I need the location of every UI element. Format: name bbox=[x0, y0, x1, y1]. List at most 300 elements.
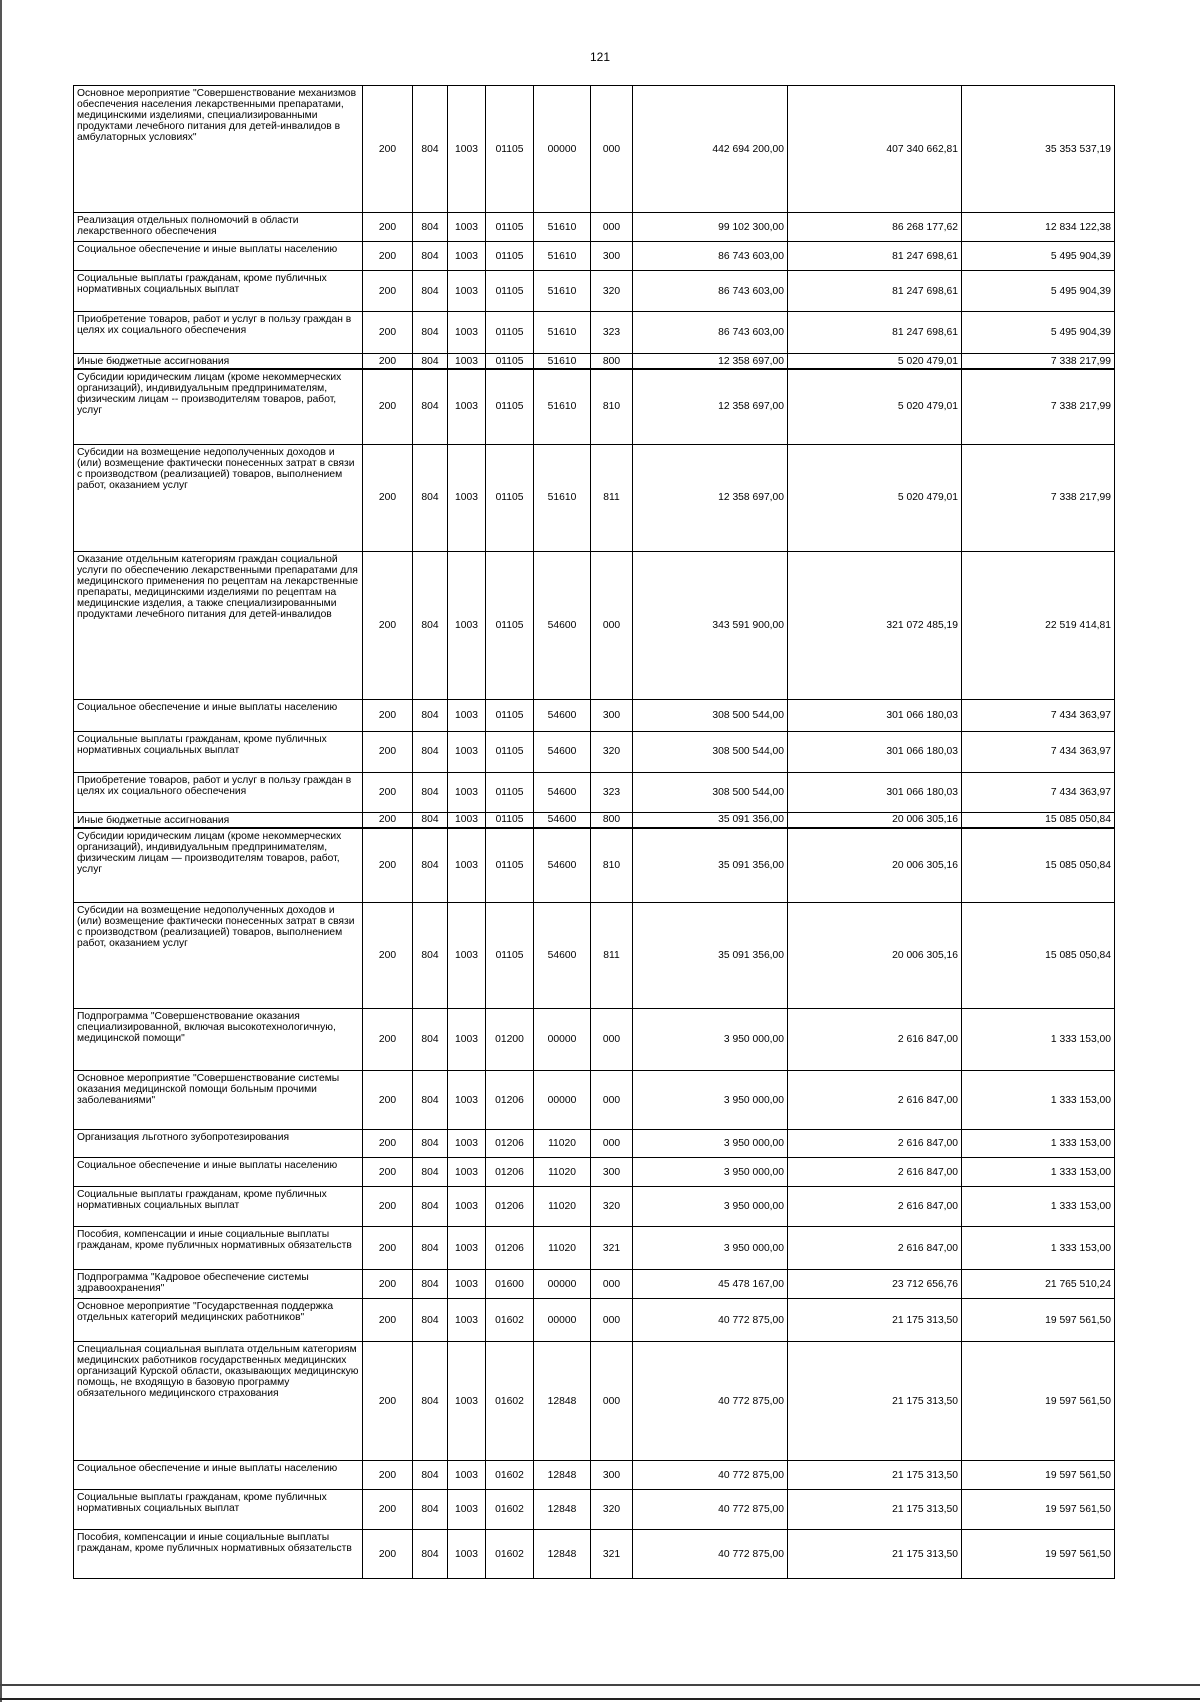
amount-cell: 35 091 356,00 bbox=[633, 812, 788, 828]
amount-cell: 12 358 697,00 bbox=[633, 369, 788, 444]
row-name-cell: Социальное обеспечение и иные выплаты населению bbox=[74, 242, 363, 271]
code-cell: 1003 bbox=[448, 1071, 486, 1130]
code-cell: 200 bbox=[363, 699, 413, 731]
code-cell: 200 bbox=[363, 271, 413, 312]
code-cell: 200 bbox=[363, 1461, 413, 1490]
code-cell: 804 bbox=[413, 1461, 448, 1490]
code-cell: 323 bbox=[591, 772, 633, 812]
amount-cell: 7 338 217,99 bbox=[962, 369, 1115, 444]
code-cell: 51610 bbox=[534, 444, 591, 551]
code-cell: 804 bbox=[413, 1009, 448, 1071]
code-cell: 804 bbox=[413, 354, 448, 370]
amount-cell: 40 772 875,00 bbox=[633, 1342, 788, 1461]
code-cell: 51610 bbox=[534, 213, 591, 242]
code-cell: 321 bbox=[591, 1227, 633, 1270]
code-cell: 200 bbox=[363, 828, 413, 903]
code-cell: 1003 bbox=[448, 1130, 486, 1158]
table-row bbox=[74, 242, 1115, 271]
code-cell: 01206 bbox=[486, 1227, 534, 1270]
code-cell: 00000 bbox=[534, 86, 591, 213]
code-cell: 1003 bbox=[448, 444, 486, 551]
code-cell: 11020 bbox=[534, 1158, 591, 1187]
row-name-cell: Социальные выплаты гражданам, кроме публичных нормативных социальных выплат bbox=[74, 271, 363, 312]
amount-cell: 1 333 153,00 bbox=[962, 1158, 1115, 1187]
code-cell: 200 bbox=[363, 213, 413, 242]
code-cell: 54600 bbox=[534, 731, 591, 772]
code-cell: 200 bbox=[363, 1187, 413, 1227]
code-cell: 1003 bbox=[448, 213, 486, 242]
code-cell: 200 bbox=[363, 86, 413, 213]
code-cell: 200 bbox=[363, 551, 413, 699]
amount-cell: 20 006 305,16 bbox=[788, 903, 962, 1009]
code-cell: 200 bbox=[363, 1270, 413, 1299]
code-cell: 11020 bbox=[534, 1187, 591, 1227]
code-cell: 200 bbox=[363, 1227, 413, 1270]
amount-cell: 2 616 847,00 bbox=[788, 1227, 962, 1270]
code-cell: 000 bbox=[591, 1071, 633, 1130]
amount-cell: 3 950 000,00 bbox=[633, 1227, 788, 1270]
code-cell: 200 bbox=[363, 772, 413, 812]
table-row bbox=[74, 1270, 1115, 1299]
code-cell: 1003 bbox=[448, 312, 486, 354]
table-row bbox=[74, 1490, 1115, 1530]
code-cell: 804 bbox=[413, 1490, 448, 1530]
table-row bbox=[74, 213, 1115, 242]
amount-cell: 12 358 697,00 bbox=[633, 444, 788, 551]
scan-edge bbox=[0, 0, 2, 1702]
code-cell: 01105 bbox=[486, 551, 534, 699]
code-cell: 11020 bbox=[534, 1130, 591, 1158]
code-cell: 800 bbox=[591, 354, 633, 370]
code-cell: 12848 bbox=[534, 1461, 591, 1490]
code-cell: 804 bbox=[413, 271, 448, 312]
code-cell: 804 bbox=[413, 1299, 448, 1342]
code-cell: 01600 bbox=[486, 1270, 534, 1299]
amount-cell: 301 066 180,03 bbox=[788, 699, 962, 731]
row-name-cell: Социальное обеспечение и иные выплаты населению bbox=[74, 1461, 363, 1490]
code-cell: 01105 bbox=[486, 812, 534, 828]
code-cell: 01105 bbox=[486, 242, 534, 271]
code-cell: 800 bbox=[591, 812, 633, 828]
code-cell: 200 bbox=[363, 354, 413, 370]
code-cell: 000 bbox=[591, 1299, 633, 1342]
amount-cell: 308 500 544,00 bbox=[633, 772, 788, 812]
code-cell: 54600 bbox=[534, 812, 591, 828]
code-cell: 54600 bbox=[534, 699, 591, 731]
code-cell: 01206 bbox=[486, 1071, 534, 1130]
row-name-cell: Социальное обеспечение и иные выплаты населению bbox=[74, 1158, 363, 1187]
code-cell: 1003 bbox=[448, 271, 486, 312]
code-cell: 1003 bbox=[448, 1530, 486, 1579]
code-cell: 320 bbox=[591, 1490, 633, 1530]
table-row bbox=[74, 1071, 1115, 1130]
code-cell: 804 bbox=[413, 1227, 448, 1270]
code-cell: 300 bbox=[591, 1158, 633, 1187]
table-row bbox=[74, 1299, 1115, 1342]
code-cell: 01602 bbox=[486, 1490, 534, 1530]
amount-cell: 2 616 847,00 bbox=[788, 1009, 962, 1071]
amount-cell: 15 085 050,84 bbox=[962, 903, 1115, 1009]
code-cell: 01105 bbox=[486, 828, 534, 903]
code-cell: 1003 bbox=[448, 1009, 486, 1071]
row-name-cell: Основное мероприятие "Совершенствование системы оказания медицинской помощи больным прочими заболеваниями" bbox=[74, 1071, 363, 1130]
row-name-cell: Иные бюджетные ассигнования bbox=[74, 812, 363, 828]
code-cell: 01206 bbox=[486, 1158, 534, 1187]
code-cell: 00000 bbox=[534, 1071, 591, 1130]
amount-cell: 301 066 180,03 bbox=[788, 731, 962, 772]
amount-cell: 19 597 561,50 bbox=[962, 1530, 1115, 1579]
amount-cell: 308 500 544,00 bbox=[633, 731, 788, 772]
code-cell: 01105 bbox=[486, 444, 534, 551]
code-cell: 000 bbox=[591, 1342, 633, 1461]
amount-cell: 2 616 847,00 bbox=[788, 1158, 962, 1187]
row-name-cell: Социальное обеспечение и иные выплаты населению bbox=[74, 699, 363, 731]
table-row bbox=[74, 699, 1115, 731]
code-cell: 1003 bbox=[448, 551, 486, 699]
amount-cell: 40 772 875,00 bbox=[633, 1461, 788, 1490]
code-cell: 804 bbox=[413, 903, 448, 1009]
amount-cell: 40 772 875,00 bbox=[633, 1490, 788, 1530]
amount-cell: 5 495 904,39 bbox=[962, 312, 1115, 354]
table-row bbox=[74, 828, 1115, 903]
amount-cell: 442 694 200,00 bbox=[633, 86, 788, 213]
code-cell: 200 bbox=[363, 1530, 413, 1579]
code-cell: 54600 bbox=[534, 828, 591, 903]
code-cell: 811 bbox=[591, 444, 633, 551]
amount-cell: 2 616 847,00 bbox=[788, 1130, 962, 1158]
code-cell: 804 bbox=[413, 828, 448, 903]
code-cell: 12848 bbox=[534, 1342, 591, 1461]
code-cell: 200 bbox=[363, 1071, 413, 1130]
code-cell: 200 bbox=[363, 1342, 413, 1461]
amount-cell: 5 020 479,01 bbox=[788, 444, 962, 551]
code-cell: 01105 bbox=[486, 86, 534, 213]
amount-cell: 20 006 305,16 bbox=[788, 812, 962, 828]
amount-cell: 12 358 697,00 bbox=[633, 354, 788, 370]
code-cell: 1003 bbox=[448, 242, 486, 271]
table-row bbox=[74, 1158, 1115, 1187]
table-row bbox=[74, 1530, 1115, 1579]
code-cell: 1003 bbox=[448, 731, 486, 772]
amount-cell: 21 175 313,50 bbox=[788, 1530, 962, 1579]
code-cell: 01105 bbox=[486, 354, 534, 370]
code-cell: 01602 bbox=[486, 1299, 534, 1342]
table-row bbox=[74, 1227, 1115, 1270]
amount-cell: 7 338 217,99 bbox=[962, 354, 1115, 370]
code-cell: 1003 bbox=[448, 1461, 486, 1490]
amount-cell: 3 950 000,00 bbox=[633, 1158, 788, 1187]
amount-cell: 2 616 847,00 bbox=[788, 1071, 962, 1130]
row-name-cell: Субсидии на возмещение недополученных доходов и (или) возмещение фактически понесенных затрат в связи с производством (реализацией) товаров, выполнением работ, оказанием услуг bbox=[74, 444, 363, 551]
code-cell: 810 bbox=[591, 828, 633, 903]
amount-cell: 12 834 122,38 bbox=[962, 213, 1115, 242]
code-cell: 1003 bbox=[448, 86, 486, 213]
code-cell: 1003 bbox=[448, 903, 486, 1009]
code-cell: 804 bbox=[413, 86, 448, 213]
code-cell: 00000 bbox=[534, 1299, 591, 1342]
code-cell: 54600 bbox=[534, 772, 591, 812]
amount-cell: 3 950 000,00 bbox=[633, 1187, 788, 1227]
code-cell: 1003 bbox=[448, 1187, 486, 1227]
amount-cell: 40 772 875,00 bbox=[633, 1530, 788, 1579]
code-cell: 804 bbox=[413, 1530, 448, 1579]
table-row bbox=[74, 1342, 1115, 1461]
code-cell: 300 bbox=[591, 699, 633, 731]
amount-cell: 1 333 153,00 bbox=[962, 1130, 1115, 1158]
amount-cell: 21 175 313,50 bbox=[788, 1342, 962, 1461]
amount-cell: 21 175 313,50 bbox=[788, 1461, 962, 1490]
amount-cell: 5 495 904,39 bbox=[962, 242, 1115, 271]
code-cell: 804 bbox=[413, 1270, 448, 1299]
amount-cell: 5 495 904,39 bbox=[962, 271, 1115, 312]
table-row bbox=[74, 1187, 1115, 1227]
code-cell: 01602 bbox=[486, 1342, 534, 1461]
amount-cell: 81 247 698,61 bbox=[788, 271, 962, 312]
code-cell: 000 bbox=[591, 86, 633, 213]
code-cell: 1003 bbox=[448, 369, 486, 444]
table-row bbox=[74, 369, 1115, 444]
amount-cell: 7 434 363,97 bbox=[962, 731, 1115, 772]
code-cell: 11020 bbox=[534, 1227, 591, 1270]
amount-cell: 7 338 217,99 bbox=[962, 444, 1115, 551]
code-cell: 323 bbox=[591, 312, 633, 354]
code-cell: 1003 bbox=[448, 1158, 486, 1187]
code-cell: 804 bbox=[413, 1342, 448, 1461]
code-cell: 000 bbox=[591, 551, 633, 699]
code-cell: 320 bbox=[591, 1187, 633, 1227]
row-name-cell: Субсидии на возмещение недополученных доходов и (или) возмещение фактически понесенных затрат в связи с производством (реализацией) товаров, выполнением работ, оказанием услуг bbox=[74, 903, 363, 1009]
amount-cell: 301 066 180,03 bbox=[788, 772, 962, 812]
code-cell: 804 bbox=[413, 369, 448, 444]
code-cell: 300 bbox=[591, 1461, 633, 1490]
code-cell: 1003 bbox=[448, 354, 486, 370]
code-cell: 200 bbox=[363, 1009, 413, 1071]
page-number: 121 bbox=[589, 50, 611, 64]
code-cell: 1003 bbox=[448, 772, 486, 812]
amount-cell: 23 712 656,76 bbox=[788, 1270, 962, 1299]
amount-cell: 81 247 698,61 bbox=[788, 312, 962, 354]
code-cell: 01200 bbox=[486, 1009, 534, 1071]
amount-cell: 22 519 414,81 bbox=[962, 551, 1115, 699]
amount-cell: 86 743 603,00 bbox=[633, 312, 788, 354]
code-cell: 01105 bbox=[486, 369, 534, 444]
code-cell: 01105 bbox=[486, 271, 534, 312]
row-name-cell: Специальная социальная выплата отдельным категориям медицинских работников государственных медицинских организаций Курской области, оказывающих медицинскую помощь, не входящую в базовую программу обязательного медицинского страхования bbox=[74, 1342, 363, 1461]
code-cell: 200 bbox=[363, 1158, 413, 1187]
table-row bbox=[74, 551, 1115, 699]
code-cell: 200 bbox=[363, 812, 413, 828]
row-name-cell: Социальные выплаты гражданам, кроме публичных нормативных социальных выплат bbox=[74, 1490, 363, 1530]
row-name-cell: Социальные выплаты гражданам, кроме публичных нормативных социальных выплат bbox=[74, 1187, 363, 1227]
code-cell: 1003 bbox=[448, 1227, 486, 1270]
code-cell: 804 bbox=[413, 1158, 448, 1187]
amount-cell: 35 353 537,19 bbox=[962, 86, 1115, 213]
code-cell: 01602 bbox=[486, 1530, 534, 1579]
code-cell: 804 bbox=[413, 731, 448, 772]
amount-cell: 3 950 000,00 bbox=[633, 1009, 788, 1071]
code-cell: 804 bbox=[413, 1187, 448, 1227]
amount-cell: 35 091 356,00 bbox=[633, 903, 788, 1009]
table-row bbox=[74, 271, 1115, 312]
code-cell: 00000 bbox=[534, 1009, 591, 1071]
amount-cell: 1 333 153,00 bbox=[962, 1227, 1115, 1270]
amount-cell: 20 006 305,16 bbox=[788, 828, 962, 903]
code-cell: 54600 bbox=[534, 551, 591, 699]
table-row bbox=[74, 86, 1115, 213]
row-name-cell: Организация льготного зубопротезирования bbox=[74, 1130, 363, 1158]
row-name-cell: Приобретение товаров, работ и услуг в пользу граждан в целях их социального обеспечения bbox=[74, 312, 363, 354]
amount-cell: 19 597 561,50 bbox=[962, 1342, 1115, 1461]
row-name-cell: Основное мероприятие "Совершенствование механизмов обеспечения населения лекарственными препаратами, медицинскими изделиями, специализированными продуктами лечебного питания для детей-инвалидов в амбулаторных условиях" bbox=[74, 86, 363, 213]
code-cell: 804 bbox=[413, 699, 448, 731]
table-row bbox=[74, 812, 1115, 828]
code-cell: 51610 bbox=[534, 242, 591, 271]
code-cell: 51610 bbox=[534, 369, 591, 444]
code-cell: 12848 bbox=[534, 1530, 591, 1579]
table-row bbox=[74, 903, 1115, 1009]
code-cell: 200 bbox=[363, 242, 413, 271]
code-cell: 804 bbox=[413, 444, 448, 551]
code-cell: 200 bbox=[363, 1299, 413, 1342]
table-row bbox=[74, 772, 1115, 812]
code-cell: 12848 bbox=[534, 1490, 591, 1530]
code-cell: 804 bbox=[413, 772, 448, 812]
amount-cell: 86 743 603,00 bbox=[633, 271, 788, 312]
amount-cell: 21 175 313,50 bbox=[788, 1299, 962, 1342]
code-cell: 200 bbox=[363, 444, 413, 551]
amount-cell: 321 072 485,19 bbox=[788, 551, 962, 699]
code-cell: 1003 bbox=[448, 1270, 486, 1299]
row-name-cell: Реализация отдельных полномочий в области лекарственного обеспечения bbox=[74, 213, 363, 242]
amount-cell: 5 020 479,01 bbox=[788, 354, 962, 370]
code-cell: 804 bbox=[413, 242, 448, 271]
budget-table bbox=[73, 85, 1115, 1579]
code-cell: 01105 bbox=[486, 312, 534, 354]
amount-cell: 45 478 167,00 bbox=[633, 1270, 788, 1299]
amount-cell: 1 333 153,00 bbox=[962, 1009, 1115, 1071]
row-name-cell: Субсидии юридическим лицам (кроме некоммерческих организаций), индивидуальным предпринимателям, физическим лицам -- производителям товаров, работ, услуг bbox=[74, 369, 363, 444]
amount-cell: 1 333 153,00 bbox=[962, 1071, 1115, 1130]
code-cell: 51610 bbox=[534, 271, 591, 312]
table-row bbox=[74, 731, 1115, 772]
row-name-cell: Подпрограмма "Кадровое обеспечение системы здравоохранения" bbox=[74, 1270, 363, 1299]
row-name-cell: Приобретение товаров, работ и услуг в пользу граждан в целях их социального обеспечения bbox=[74, 772, 363, 812]
amount-cell: 81 247 698,61 bbox=[788, 242, 962, 271]
code-cell: 200 bbox=[363, 731, 413, 772]
amount-cell: 1 333 153,00 bbox=[962, 1187, 1115, 1227]
code-cell: 000 bbox=[591, 1009, 633, 1071]
code-cell: 000 bbox=[591, 213, 633, 242]
code-cell: 54600 bbox=[534, 903, 591, 1009]
amount-cell: 15 085 050,84 bbox=[962, 828, 1115, 903]
amount-cell: 7 434 363,97 bbox=[962, 772, 1115, 812]
table-row bbox=[74, 1009, 1115, 1071]
code-cell: 200 bbox=[363, 1490, 413, 1530]
code-cell: 51610 bbox=[534, 354, 591, 370]
amount-cell: 15 085 050,84 bbox=[962, 812, 1115, 828]
code-cell: 01602 bbox=[486, 1461, 534, 1490]
table-row bbox=[74, 354, 1115, 370]
row-name-cell: Субсидии юридическим лицам (кроме некоммерческих организаций), индивидуальным предпринимателям, физическим лицам — производителям товаров, работ, услуг bbox=[74, 828, 363, 903]
amount-cell: 3 950 000,00 bbox=[633, 1071, 788, 1130]
amount-cell: 86 743 603,00 bbox=[633, 242, 788, 271]
amount-cell: 86 268 177,62 bbox=[788, 213, 962, 242]
amount-cell: 40 772 875,00 bbox=[633, 1299, 788, 1342]
code-cell: 01105 bbox=[486, 699, 534, 731]
code-cell: 01206 bbox=[486, 1130, 534, 1158]
scan-edge bbox=[0, 1698, 1200, 1700]
amount-cell: 19 597 561,50 bbox=[962, 1490, 1115, 1530]
code-cell: 01105 bbox=[486, 731, 534, 772]
code-cell: 804 bbox=[413, 213, 448, 242]
code-cell: 000 bbox=[591, 1270, 633, 1299]
code-cell: 200 bbox=[363, 903, 413, 1009]
amount-cell: 2 616 847,00 bbox=[788, 1187, 962, 1227]
code-cell: 1003 bbox=[448, 812, 486, 828]
amount-cell: 343 591 900,00 bbox=[633, 551, 788, 699]
code-cell: 804 bbox=[413, 1130, 448, 1158]
amount-cell: 407 340 662,81 bbox=[788, 86, 962, 213]
code-cell: 1003 bbox=[448, 699, 486, 731]
code-cell: 01105 bbox=[486, 213, 534, 242]
amount-cell: 3 950 000,00 bbox=[633, 1130, 788, 1158]
code-cell: 804 bbox=[413, 312, 448, 354]
code-cell: 01206 bbox=[486, 1187, 534, 1227]
row-name-cell: Иные бюджетные ассигнования bbox=[74, 354, 363, 370]
code-cell: 00000 bbox=[534, 1270, 591, 1299]
table-row bbox=[74, 1130, 1115, 1158]
row-name-cell: Основное мероприятие "Государственная поддержка отдельных категорий медицинских работников" bbox=[74, 1299, 363, 1342]
row-name-cell: Подпрограмма "Совершенствование оказания специализированной, включая высокотехнологичную, медицинской помощи" bbox=[74, 1009, 363, 1071]
row-name-cell: Оказание отдельным категориям граждан социальной услуги по обеспечению лекарственными препаратами для медицинского применения по рецептам на лекарственные препараты, медицинскими изделиями по рецептам на медицинские изделия, а также специализированными продуктами лечебного питания для детей-инвалидов bbox=[74, 551, 363, 699]
table-row bbox=[74, 1461, 1115, 1490]
amount-cell: 19 597 561,50 bbox=[962, 1299, 1115, 1342]
code-cell: 811 bbox=[591, 903, 633, 1009]
code-cell: 1003 bbox=[448, 1299, 486, 1342]
code-cell: 320 bbox=[591, 731, 633, 772]
code-cell: 1003 bbox=[448, 1490, 486, 1530]
code-cell: 804 bbox=[413, 551, 448, 699]
code-cell: 01105 bbox=[486, 903, 534, 1009]
code-cell: 321 bbox=[591, 1530, 633, 1579]
code-cell: 804 bbox=[413, 812, 448, 828]
code-cell: 804 bbox=[413, 1071, 448, 1130]
code-cell: 810 bbox=[591, 369, 633, 444]
amount-cell: 35 091 356,00 bbox=[633, 828, 788, 903]
row-name-cell: Пособия, компенсации и иные социальные выплаты гражданам, кроме публичных нормативных обязательств bbox=[74, 1530, 363, 1579]
scan-edge bbox=[0, 1684, 1200, 1686]
table-row bbox=[74, 312, 1115, 354]
code-cell: 300 bbox=[591, 242, 633, 271]
code-cell: 320 bbox=[591, 271, 633, 312]
code-cell: 1003 bbox=[448, 828, 486, 903]
code-cell: 200 bbox=[363, 369, 413, 444]
amount-cell: 5 020 479,01 bbox=[788, 369, 962, 444]
code-cell: 200 bbox=[363, 312, 413, 354]
code-cell: 51610 bbox=[534, 312, 591, 354]
amount-cell: 21 765 510,24 bbox=[962, 1270, 1115, 1299]
table-row bbox=[74, 444, 1115, 551]
amount-cell: 99 102 300,00 bbox=[633, 213, 788, 242]
row-name-cell: Социальные выплаты гражданам, кроме публичных нормативных социальных выплат bbox=[74, 731, 363, 772]
code-cell: 200 bbox=[363, 1130, 413, 1158]
code-cell: 000 bbox=[591, 1130, 633, 1158]
code-cell: 01105 bbox=[486, 772, 534, 812]
amount-cell: 19 597 561,50 bbox=[962, 1461, 1115, 1490]
amount-cell: 7 434 363,97 bbox=[962, 699, 1115, 731]
amount-cell: 21 175 313,50 bbox=[788, 1490, 962, 1530]
code-cell: 1003 bbox=[448, 1342, 486, 1461]
